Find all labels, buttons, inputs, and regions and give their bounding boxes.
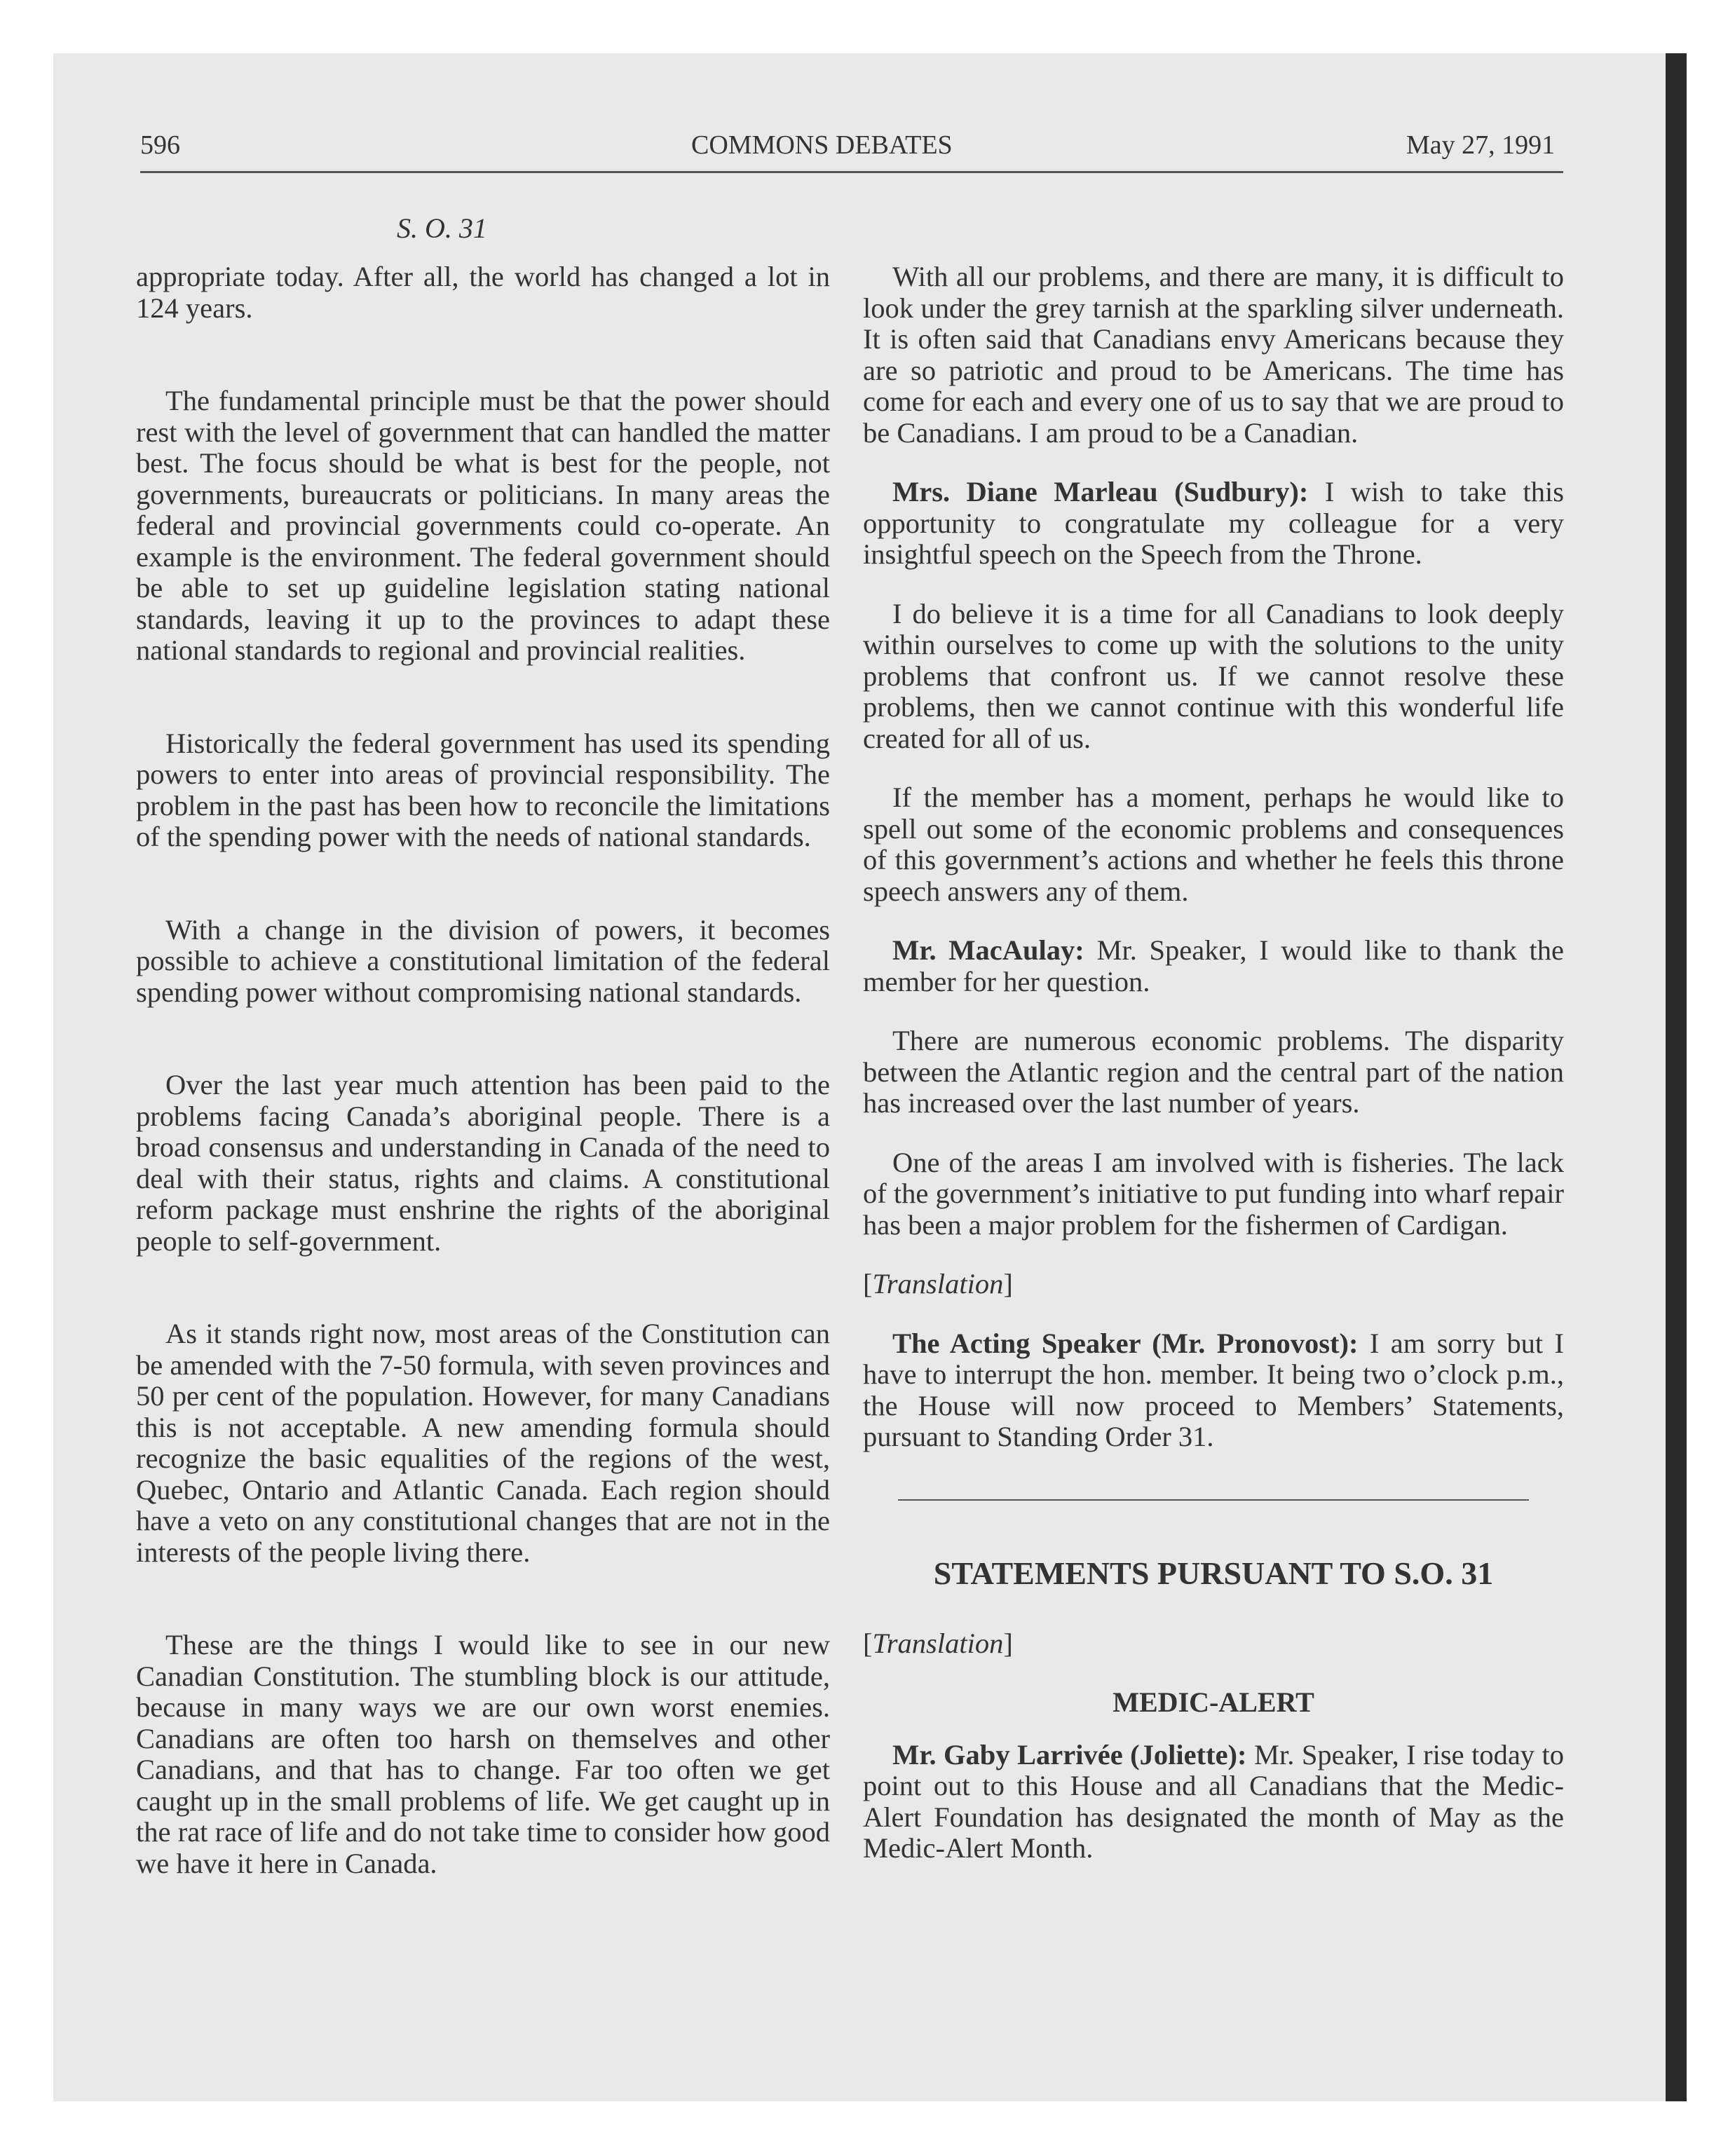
paragraph: There are numerous economic problems. The disparity between the Atlantic region and the central part of the nation has increased over the last number of years. [863,1025,1564,1119]
paragraph: With a change in the division of powers, it becomes possible to achieve a constitutional limitation of the federal spending power without compromising national standards. [136,913,830,1008]
paragraph: These are the things I would like to see in our new Canadian Constitution. The stumbling block is our attitude, because in many ways we are our own worst enemies. Canadians are often too harsh on themselves and other Canadians, and that has to change. Far too often we get caught up in the small problems of life. We get caught up in the rat race of life and do not take time to consider how good we have it here in Canada. [136,1629,830,1879]
page-number: 596 [140,130,180,160]
document-page [53,53,1687,2101]
speech-marleau [863,477,1564,571]
speech-larrivee [863,1740,1564,1864]
section-heading: STATEMENTS PURSUANT TO S.O. 31 [933,1555,1494,1591]
speaker-name: The Acting Speaker (Mr. Pronovost): [892,1327,1359,1359]
subsection-heading: MEDIC-ALERT [1113,1686,1314,1718]
translation-label: Translation [872,1268,1004,1299]
speech-text: I am sorry but I have to interrupt the hon. member. It being two o’clock p.m., the House will now proceed to Members’ Statements, pursuant to Standing Order 31. [863,1327,1564,1452]
speaker-name: Mr. Gaby Larrivée (Joliette): [892,1738,1247,1770]
translation-note: [Translation] [863,1627,1013,1659]
scan-edge-shadow [1666,53,1687,2101]
translation-label: Translation [872,1627,1004,1659]
speaker-name: Mrs. Diane Marleau (Sudbury): [892,476,1309,507]
speaker-name: Mr. MacAulay: [892,934,1084,966]
page-date: May 27, 1991 [1406,130,1556,160]
paragraph: Over the last year much attention has been paid to the problems facing Canada’s aboriginal people. There is a broad consensus and understanding in Canada of the need to deal with their status, rights and claims. A constitutional reform package must enshrine the rights of the aboriginal people to self-government. [136,1069,830,1257]
speech-text: Mr. Speaker, I would like to thank the member for her question. [863,934,1564,997]
section-label: S. O. 31 [397,212,487,244]
speech-text: I wish to take this opportunity to congratulate my colleague for a very insightful speech on the Speech from the Throne. [863,476,1564,570]
speech-acting-speaker [863,1328,1564,1453]
paragraph: appropriate today. After all, the world has changed a lot in 124 years. [136,261,830,324]
section-rule [898,1499,1529,1501]
speech-macaulay [863,935,1564,997]
paragraph: One of the areas I am involved with is fisheries. The lack of the government’s initiative to put funding into wharf repair has been a major problem for the fishermen of Cardigan. [863,1146,1564,1241]
paragraph: I do believe it is a time for all Canadians to look deeply within ourselves to come up with the solutions to the unity problems that confront us. If we cannot resolve these problems, then we cannot continue with this wonderful life created for all of us. [863,597,1564,754]
paragraph: Historically the federal government has used its spending powers to enter into areas of provincial responsibility. The problem in the past has been how to reconcile the limitations of the spending power with the needs of national standards. [136,727,830,852]
running-title: COMMONS DEBATES [691,130,953,160]
translation-note: [Translation] [863,1268,1013,1299]
speech-text: Mr. Speaker, I rise today to point out to this House and all Canadians that the Medic-Alert Foundation has designated the month of May as the Medic-Alert Month. [863,1738,1564,1864]
paragraph: With all our problems, and there are many, it is difficult to look under the grey tarnish at the sparkling silver underneath. It is often said that Canadians envy Americans because they are so patriotic and proud to be Americans. The time has come for each and every one of us to say that we are proud to be Canadians. I am proud to be a Canadian. [863,261,1564,449]
paragraph: The fundamental principle must be that the power should rest with the level of government that can handled the matter best. The focus should be what is best for the people, not governments, bureaucrats or politicians. In many areas the federal and provincial governments could co-operate. An example is the environment. The federal government should be able to set up guideline legislation stating national standards, leaving it up to the provinces to adapt these national standards to regional and provincial realities. [136,385,830,666]
header-rule [140,171,1563,173]
paragraph: If the member has a moment, perhaps he would like to spell out some of the economic problems and consequences of this government’s actions and whether he feels this throne speech answers any of them. [863,782,1564,907]
left-column [136,261,830,1879]
paragraph: As it stands right now, most areas of the Constitution can be amended with the 7-50 formula, with seven provinces and 50 per cent of the population. However, for many Canadians this is not acceptable. A new amending formula should recognize the basic equalities of the regions of the west, Quebec, Ontario and Atlantic Canada. Each region should have a veto on any constitutional changes that are not in the interests of the people living there. [136,1318,830,1568]
right-column [863,261,1564,1892]
